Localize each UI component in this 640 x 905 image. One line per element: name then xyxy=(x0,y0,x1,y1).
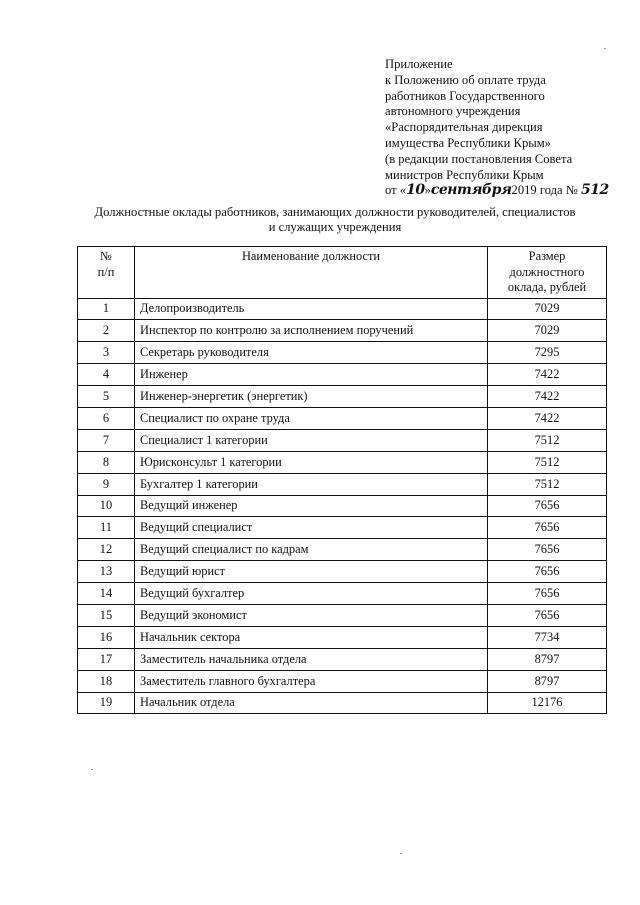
table-row xyxy=(78,320,607,342)
handwritten-date-day: 10 xyxy=(406,182,425,199)
cell-position: Ведущий бухгалтер xyxy=(135,583,488,605)
salary-table xyxy=(77,246,607,714)
cell-num: 8 xyxy=(78,451,135,473)
table-row xyxy=(78,583,607,605)
cell-num: 1 xyxy=(78,298,135,320)
table-row xyxy=(78,298,607,320)
cell-salary: 7656 xyxy=(488,517,607,539)
cell-num: 14 xyxy=(78,583,135,605)
header-num-line: № xyxy=(100,249,112,263)
appendix-line: «Распорядительная дирекция xyxy=(385,120,543,135)
cell-position: Инженер-энергетик (энергетик) xyxy=(135,386,488,408)
header-row xyxy=(78,247,607,299)
scan-speck xyxy=(400,853,402,854)
cell-position: Ведущий экономист xyxy=(135,604,488,626)
table-row xyxy=(78,561,607,583)
cell-position: Юрисконсульт 1 категории xyxy=(135,451,488,473)
cell-position: Заместитель начальника отдела xyxy=(135,648,488,670)
date-year: 2019 года № xyxy=(511,183,578,198)
date-prefix: от « xyxy=(385,183,407,198)
table-row xyxy=(78,473,607,495)
cell-position: Ведущий специалист xyxy=(135,517,488,539)
table-body xyxy=(78,298,607,714)
table-row xyxy=(78,364,607,386)
cell-num: 19 xyxy=(78,692,135,714)
cell-position: Делопроизводитель xyxy=(135,298,488,320)
cell-position: Начальник отдела xyxy=(135,692,488,714)
cell-num: 4 xyxy=(78,364,135,386)
table-row xyxy=(78,670,607,692)
handwritten-decree-number: 512 xyxy=(580,182,609,199)
cell-num: 11 xyxy=(78,517,135,539)
table-row xyxy=(78,517,607,539)
cell-salary: 7512 xyxy=(488,429,607,451)
cell-salary: 7734 xyxy=(488,626,607,648)
cell-salary: 7422 xyxy=(488,386,607,408)
cell-salary: 7295 xyxy=(488,342,607,364)
cell-num: 15 xyxy=(78,604,135,626)
appendix-date-line xyxy=(385,183,625,199)
header-salary-line: должностного xyxy=(509,264,585,279)
cell-salary: 7656 xyxy=(488,539,607,561)
cell-num: 12 xyxy=(78,539,135,561)
header-salary-line: Размер xyxy=(528,249,566,263)
appendix-line: министров Республики Крым xyxy=(385,167,544,182)
appendix-line: (в редакции постановления Совета xyxy=(385,151,573,166)
cell-num: 2 xyxy=(78,320,135,342)
scan-speck xyxy=(91,769,93,770)
table-row xyxy=(78,407,607,429)
table-row xyxy=(78,342,607,364)
cell-position: Ведущий инженер xyxy=(135,495,488,517)
table-row xyxy=(78,386,607,408)
cell-position: Специалист 1 категории xyxy=(135,429,488,451)
cell-num: 18 xyxy=(78,670,135,692)
cell-salary: 8797 xyxy=(488,670,607,692)
cell-position: Начальник сектора xyxy=(135,626,488,648)
appendix-line: работников Государственного xyxy=(385,88,545,103)
cell-num: 10 xyxy=(78,495,135,517)
cell-salary: 12176 xyxy=(488,692,607,714)
table-row xyxy=(78,692,607,714)
cell-num: 5 xyxy=(78,386,135,408)
scan-speck xyxy=(604,48,606,49)
document-title xyxy=(60,205,610,235)
handwritten-date-month: сентября xyxy=(430,182,512,199)
cell-position: Секретарь руководителя xyxy=(135,342,488,364)
table-row xyxy=(78,429,607,451)
cell-salary: 7422 xyxy=(488,407,607,429)
cell-num: 3 xyxy=(78,342,135,364)
cell-position: Бухгалтер 1 категории xyxy=(135,473,488,495)
header-num xyxy=(78,247,135,299)
cell-position: Инспектор по контролю за исполнением поручений xyxy=(135,320,488,342)
cell-salary: 7656 xyxy=(488,495,607,517)
title-line: и служащих учреждения xyxy=(268,220,402,234)
cell-num: 6 xyxy=(78,407,135,429)
table-row xyxy=(78,648,607,670)
table-row xyxy=(78,539,607,561)
table-header xyxy=(78,247,607,299)
cell-salary: 7029 xyxy=(488,320,607,342)
cell-position: Ведущий специалист по кадрам xyxy=(135,539,488,561)
cell-salary: 8797 xyxy=(488,648,607,670)
date-mid: » xyxy=(424,183,431,198)
cell-position: Инженер xyxy=(135,364,488,386)
cell-position: Специалист по охране труда xyxy=(135,407,488,429)
cell-num: 13 xyxy=(78,561,135,583)
cell-salary: 7656 xyxy=(488,583,607,605)
header-name: Наименование должности xyxy=(135,247,488,299)
title-line: Должностные оклады работников, занимающих должности руководителей, специалистов xyxy=(94,205,576,219)
cell-salary: 7512 xyxy=(488,473,607,495)
appendix-line: имущества Республики Крым» xyxy=(385,135,551,150)
cell-position: Заместитель главного бухгалтера xyxy=(135,670,488,692)
table-row xyxy=(78,495,607,517)
cell-salary: 7422 xyxy=(488,364,607,386)
cell-num: 7 xyxy=(78,429,135,451)
cell-num: 17 xyxy=(78,648,135,670)
cell-salary: 7029 xyxy=(488,298,607,320)
cell-salary: 7512 xyxy=(488,451,607,473)
header-num-line: п/п xyxy=(97,264,115,279)
cell-position: Ведущий юрист xyxy=(135,561,488,583)
appendix-line: автономного учреждения xyxy=(385,104,521,119)
cell-num: 9 xyxy=(78,473,135,495)
table-row xyxy=(78,451,607,473)
cell-num: 16 xyxy=(78,626,135,648)
appendix-line: Приложение xyxy=(385,57,453,71)
appendix-block xyxy=(385,57,625,199)
cell-salary: 7656 xyxy=(488,604,607,626)
appendix-line: к Положению об оплате труда xyxy=(385,72,546,87)
table-row xyxy=(78,604,607,626)
header-salary xyxy=(488,247,607,299)
table-row xyxy=(78,626,607,648)
header-salary-line: оклада, рублей xyxy=(507,280,587,294)
cell-salary: 7656 xyxy=(488,561,607,583)
